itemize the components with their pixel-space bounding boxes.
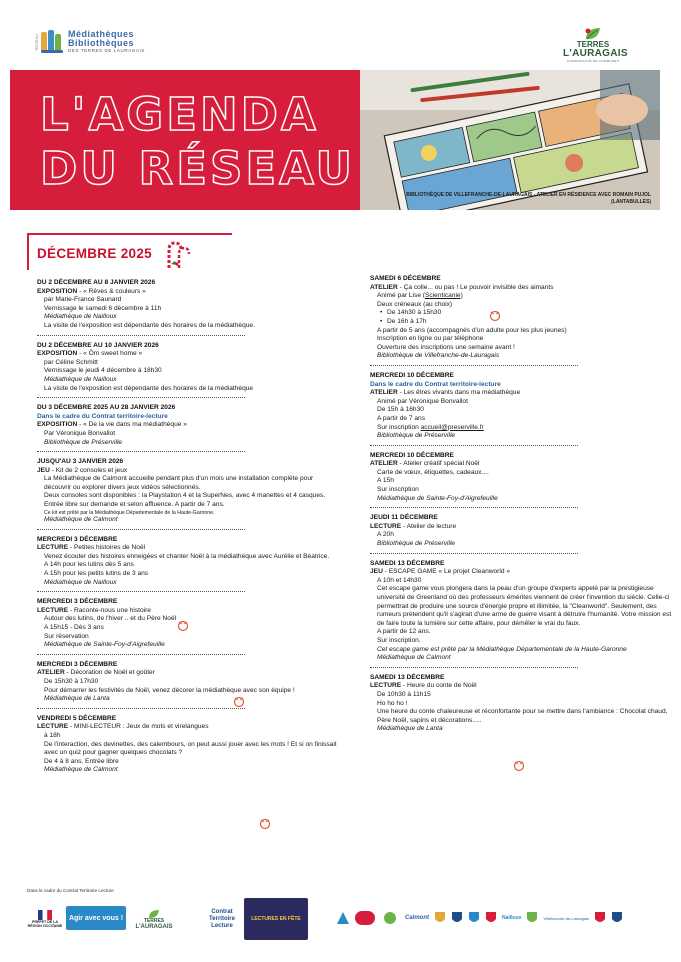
event-title: - « Rêves & couleurs » [77, 287, 146, 295]
event-line: A 15h15 - Dès 3 ans [44, 624, 104, 631]
event-line: Sur réservation [44, 632, 89, 640]
banner-title-line2: DU RÉSEAU [40, 142, 356, 195]
event-line: A 15h pour les petits lutins de 3 ans [44, 570, 149, 578]
mediatheques-network-logo [34, 30, 145, 54]
event-line [377, 292, 680, 301]
event-line: Entrée libre sur demande et selon affluence. A partir de 7 ans. [44, 501, 225, 509]
event-date: JEUDI 11 DÉCEMBRE [370, 514, 438, 522]
ornament-icon [232, 696, 246, 708]
banner-title-line1: L'AGENDA [40, 88, 319, 141]
event-line: Par Véronique Bonvallot [44, 429, 116, 437]
event-line: Inscription en ligne ou par téléphone [377, 335, 484, 343]
event-line: Ho ho ho ! [377, 699, 408, 707]
event-line: Une heure du conte chaleureuse et réconfortante pour se mettre dans l'ambiance : Chocolat chaud, Père Noël, sapins et décorations..... [377, 708, 668, 724]
event-date: MERCREDI 10 DÉCEMBRE [370, 451, 454, 459]
event-line: Sur inscription. [377, 636, 421, 644]
banner-title [40, 88, 355, 196]
right-column [370, 275, 680, 745]
time-slot: • De 16h à 17h [377, 318, 680, 327]
terres-logo-line1: TERRES [576, 40, 610, 49]
event-title: - Heure du conte de Noël [401, 682, 477, 690]
event-place: Médiathèque de Nailloux [44, 578, 117, 586]
coat-of-arms-icon [451, 911, 463, 925]
event-line: Sur inscription [377, 486, 419, 494]
event-date: MERCREDI 3 DÉCEMBRE [37, 535, 118, 543]
event-place: Médiathèque de Calmont [377, 654, 451, 662]
event-line: Autour des lutins, de l'hiver .. et du Père Noël [44, 615, 177, 623]
event-title: - « De la vie dans ma médiathèque » [77, 421, 187, 429]
event-date: VENDREDI 5 DÉCEMBRE [37, 714, 117, 722]
event-line: par Marie-France Saunard [44, 296, 122, 304]
contrat-territoire-lecture-logo [204, 902, 240, 936]
footer-caption: Dans le cadre du Contrat Territoire Lecture [27, 888, 114, 893]
network-logo-line3: DES TERRES DE LAURAGAIS [68, 48, 145, 54]
coat-of-arms-icon [594, 911, 606, 925]
coat-of-arms-icon [468, 911, 480, 925]
event-line: Deux consoles sont disponibles : la Playstation 4 et la SuperNes, avec 4 manettes et 4 casques. [44, 492, 326, 500]
event-line: Vernissage le jeudi 4 décembre à 18h30 [44, 367, 162, 375]
event-type: ATELIER [37, 669, 65, 677]
event-place: Médiathèque de Sainte-Foy-d'Aigrefeuille [44, 641, 165, 649]
event-type: ATELIER [370, 283, 398, 291]
event-line: A partir de 12 ans. [377, 628, 431, 636]
books-icon [41, 30, 65, 54]
poster-title: LECTURES EN FÊTE [251, 916, 301, 922]
leaf-icon [148, 909, 160, 919]
event-place: Médiathèque de Lanta [377, 725, 443, 733]
event-type: LECTURE [37, 544, 69, 552]
coat-of-arms-icon [526, 911, 538, 925]
event-place: Médiathèque de Calmont [44, 516, 118, 524]
event-line: A 10h et 14h30 [377, 576, 422, 584]
commune-name: Villefranche-de-Lauragais [543, 915, 589, 921]
event-atelier-creatif [370, 452, 680, 509]
event-date: SAMEDI 6 DÉCEMBRE [370, 275, 441, 282]
time-slot: • De 14h30 à 15h30 [377, 309, 680, 318]
photo-caption [401, 192, 651, 206]
event-line: La visite de l'exposition est dépendante des horaires de la médiathèque. [44, 321, 255, 329]
event-line: A 15h [377, 477, 394, 485]
event-place: Médiathèque de Sainte-Foy-d'Aigrefeuille [377, 494, 498, 502]
event-type: EXPOSITION [37, 287, 78, 295]
event-title: - Petites histoires de Noël [68, 544, 146, 552]
event-mini-lecteur [37, 715, 337, 780]
commune-logo-icon [380, 911, 400, 925]
event-title: - Raconte-nous une histoire [68, 606, 151, 614]
event-etres-vivants [370, 372, 680, 446]
event-line: A partir de 7 ans [377, 414, 426, 422]
event-line: Deux créneaux (au choix) [377, 300, 453, 308]
commune-name: Calmont [405, 915, 429, 921]
event-line: Cet escape game vous plongera dans la peau d'un groupe d'experts appelé par la prestigieuse université de Greenland où des professeurs émérites viennent de créer l'invention du siècle. Celle-ci permettrait de produire une source d'énergie propre et illimitée, la "Cleanworld". Seulement, des rumeurs prétendent qu'il s'agirait d'une arme de guerre visant à détruire l'humanité. Votre mission est de faire toute la lumière sur cette affaire, pour démêler le vrai du faux. [377, 585, 672, 627]
event-type: LECTURE [370, 682, 402, 690]
network-logo-line2: Bibliothèques [68, 38, 135, 49]
event-type: LECTURE [37, 606, 69, 614]
email-label: Sur inscription [377, 423, 421, 431]
event-line: A 14h pour les lutins dès 5 ans [44, 561, 134, 569]
event-type: JEU [37, 466, 50, 474]
drawing-workshop-photo [360, 70, 660, 210]
ctl-line1: Contrat [211, 908, 233, 915]
event-title: - « Ôm sweet home » [77, 350, 143, 358]
event-line: Pour démarrer les festivités de Noël, venez décorer la médiathèque avec son équipe ! [44, 686, 295, 694]
event-place: Médiathèque de Nailloux [44, 375, 117, 383]
ornament-icon [258, 818, 272, 830]
event-line: De 15h30 à 17h30 [44, 677, 99, 685]
event-type: ATELIER [370, 389, 398, 397]
event-line: Vernissage le samedi 6 décembre à 11h [44, 304, 162, 312]
agenda-banner [0, 70, 681, 210]
event-date: MERCREDI 10 DÉCEMBRE [370, 371, 454, 379]
event-reves-couleurs [37, 279, 337, 336]
ctl-line2: Territoire [209, 915, 235, 922]
event-type: LECTURE [370, 522, 402, 530]
page-footer [0, 884, 681, 962]
event-line [377, 424, 680, 433]
event-place: Médiathèque de Nailloux [44, 313, 117, 321]
footer-terres-line1: TERRES [143, 917, 165, 924]
prefet-text: PRÉFET DE LA RÉGION OCCITANIE [27, 920, 63, 928]
event-line: A 20h [377, 531, 394, 539]
agir-text: Agir avec vous ! [68, 914, 124, 922]
event-line: De 15h à 16h30 [377, 406, 424, 414]
banner-photo [360, 70, 660, 210]
event-line: Animé par Véronique Bonvallot [377, 397, 468, 405]
event-type: EXPOSITION [37, 421, 78, 429]
event-type: LECTURE [37, 723, 69, 731]
event-date: DU 2 DÉCEMBRE AU 10 JANVIER 2026 [37, 341, 159, 349]
event-line: à 18h [44, 731, 61, 739]
event-place: Bibliothèque de Préserville [377, 540, 456, 548]
event-line: De l'interaction, des devinettes, des calembours, on peut aussi jouer avec les mots ! Et si on finissait avec un quiz pour gagner quelques chocolats ? [44, 740, 337, 757]
event-title: - Les êtres vivants dans ma médiathèque [397, 389, 521, 397]
network-logo-side-text: RÉSEAU [34, 33, 39, 51]
event-date: MERCREDI 3 DÉCEMBRE [37, 598, 118, 606]
agir-logo [66, 906, 126, 930]
ctl-line3: Lecture [211, 922, 233, 929]
ornament-icon [488, 310, 502, 322]
coat-of-arms-icon [434, 911, 446, 925]
event-title: - Ça colle... ou pas ! Le pouvoir invisible des aimants [397, 283, 554, 291]
left-column [37, 279, 337, 786]
event-note: Ce kit est prêté par la Médiathèque Départementale de la Haute-Garonne. [44, 509, 215, 516]
event-place: Bibliothèque de Villefranche-de-Lauragais [377, 352, 500, 360]
event-date: MERCREDI 3 DÉCEMBRE [37, 660, 118, 668]
event-aimants [370, 275, 680, 366]
leaf-icon [584, 27, 602, 41]
event-date: DU 3 DÉCEMBRE 2025 AU 28 JANVIER 2026 [37, 404, 176, 412]
footer-terres-line2: L'AURAGAIS [135, 923, 173, 930]
marianne-icon [38, 910, 52, 920]
event-type: ATELIER [370, 460, 398, 468]
event-place: Bibliothèque de Préserville [44, 438, 123, 446]
candy-cane-icon [163, 240, 191, 270]
event-place: Bibliothèque de Préserville [377, 432, 456, 440]
page-header [0, 0, 681, 70]
animator-label: Animé par Lise ( [377, 292, 426, 300]
event-line: La Médiathèque de Calmont accueille pendant plus d'un mois une installation complète pour découvrir ou explorer divers jeux vidéos sélectionnés. [44, 475, 314, 491]
event-date: SAMEDI 13 DÉCEMBRE [370, 559, 445, 567]
commune-logo-icon [336, 911, 350, 925]
event-title: - Kit de 2 consoles et jeux [49, 466, 128, 474]
terres-logo-line2: L'AURAGAIS [563, 48, 628, 59]
event-title: - Atelier de lecture [401, 522, 457, 530]
event-context: Dans le cadre du Contrat territoire-lecture [370, 380, 501, 388]
ornament-icon [512, 760, 526, 772]
event-line: La visite de l'exposition est dépendante des horaires de la médiathèque [44, 384, 254, 392]
email-link[interactable]: accueil@preserville.fr [420, 423, 484, 431]
event-poster-thumbnail [244, 898, 308, 940]
event-atelier-lecture [370, 514, 680, 553]
terres-lauragais-logo [563, 27, 628, 63]
ornament-icon [176, 620, 190, 632]
event-line: par Céline Schmitt [44, 358, 98, 366]
event-date: DU 2 DÉCEMBRE AU 8 JANVIER 2026 [37, 279, 156, 286]
event-om-sweet-home [37, 342, 337, 399]
coat-of-arms-icon [485, 911, 497, 925]
footer-terres-logo [130, 904, 178, 934]
event-line: Venez écouter des histoires enneigées et chanter Noël à la médiathèque avec Aurélie et Béatrice. [44, 552, 330, 560]
event-type: JEU [370, 568, 383, 576]
scienticanie-link[interactable]: Scienticanie [425, 292, 461, 300]
event-context: Dans le cadre du Contrat territoire-lecture [37, 412, 168, 420]
event-place: Médiathèque de Lanta [44, 695, 110, 703]
network-logo-line1: Médiathèques [68, 29, 135, 40]
commune-logo-icon [355, 911, 375, 925]
event-consoles [37, 458, 337, 530]
paren-close: ) [460, 292, 463, 300]
event-title: - Décoration de Noël et goûter [64, 669, 155, 677]
event-line: Ouverture des inscriptions une semaine avant ! [377, 343, 515, 351]
event-heure-du-conte [370, 674, 680, 739]
commune-logos [336, 908, 676, 928]
event-title: - ESCAPE GAME « Le projet Cleanworld » [382, 568, 510, 576]
event-line: De 4 à 8 ans. Entrée libre [44, 757, 119, 765]
event-line: A partir de 5 ans (accompagnés d'un adulte pour les plus jeunes) [377, 326, 567, 334]
terres-logo-line3: COMMUNAUTÉ DE COMMUNES [566, 59, 620, 63]
event-title: - MINI-LECTEUR : Jeux de mots et virelangues [68, 723, 209, 731]
photo-caption-line1: BIBLIOTHÈQUE DE VILLEFRANCHE-DE-LAURAGAIS - ATELIER EN RÉSIDENCE AVEC ROMAIN PUJOL [406, 192, 651, 198]
event-petites-histoires [37, 536, 337, 593]
month-heading: DÉCEMBRE 2025 [37, 246, 152, 261]
event-line: Carte de vœux, étiquettes, cadeaux.... [377, 468, 489, 476]
commune-name: Nailloux [502, 915, 522, 921]
photo-caption-line2: (LANTABULLES) [611, 199, 651, 205]
event-note: Cet escape game est prêté par la Médiathèque Départementale de la Haute-Garonne [377, 645, 627, 653]
event-title: - Atelier créatif spécial Noël [397, 460, 480, 468]
event-vie-mediatheque [37, 404, 337, 452]
event-place: Médiathèque de Calmont [44, 766, 118, 774]
prefet-logo [27, 904, 63, 934]
event-decoration-noel [37, 661, 337, 709]
event-line: De 10h30 à 11h15 [377, 690, 431, 698]
event-escape-game [370, 560, 680, 668]
event-date: SAMEDI 13 DÉCEMBRE [370, 673, 445, 681]
coat-of-arms-icon [611, 911, 623, 925]
event-type: EXPOSITION [37, 350, 78, 358]
event-date: JUSQU'AU 3 JANVIER 2026 [37, 458, 124, 466]
